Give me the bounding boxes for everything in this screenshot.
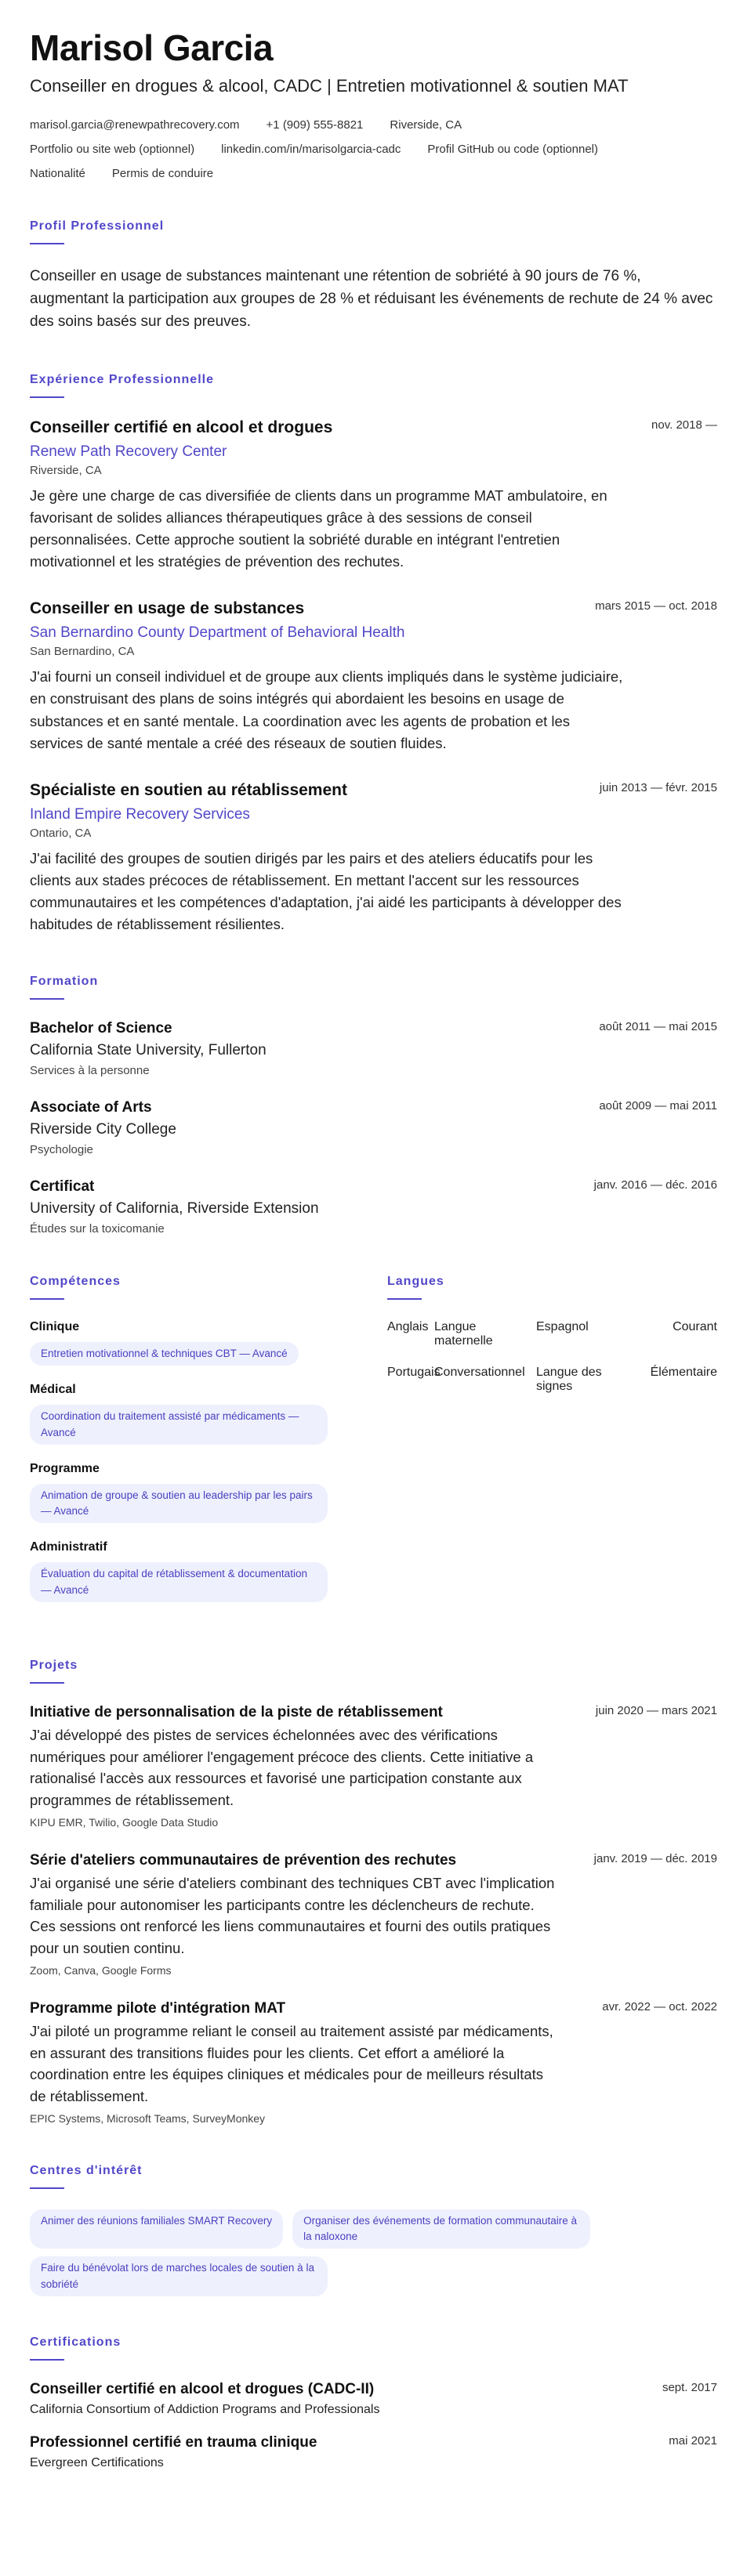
- resume-header: [30, 28, 717, 180]
- company-name: San Bernardino County Department of Behavioral Health: [30, 624, 405, 642]
- skill-category: Administratif: [30, 1540, 107, 1554]
- project-item: [30, 1704, 717, 1829]
- section-title: Formation: [30, 975, 99, 989]
- project-tech: EPIC Systems, Microsoft Teams, SurveyMonkey: [30, 2111, 266, 2125]
- experience-item: [30, 599, 717, 754]
- certification-title: Conseiller certifié en alcool et drogues (CADC-II): [30, 2380, 375, 2397]
- profile-section: [30, 219, 717, 334]
- interest-pill: Organiser des événements de formation communautaire à la naloxone: [292, 2209, 590, 2249]
- section-divider: [30, 2359, 64, 2361]
- job-location: Riverside, CA: [30, 463, 102, 477]
- field-of-study: Services à la personne: [30, 1064, 150, 1078]
- contact-portfolio[interactable]: Portfolio ou site web (optionnel): [30, 142, 195, 156]
- certification-issuer: California Consortium of Addiction Programs and Professionals: [30, 2402, 380, 2416]
- contact-row-extra: [30, 167, 717, 180]
- contact-email[interactable]: marisol.garcia@renewpathrecovery.com: [30, 118, 240, 132]
- contact-location: Riverside, CA: [390, 118, 462, 132]
- candidate-name: Marisol Garcia: [30, 27, 274, 68]
- section-divider: [30, 243, 64, 244]
- certification-issuer: Evergreen Certifications: [30, 2455, 164, 2469]
- section-title: Langues: [387, 1275, 444, 1289]
- project-item: [30, 2000, 717, 2125]
- skills-languages-section: [30, 1275, 717, 1619]
- experience-item: [30, 781, 717, 935]
- skill-category: Clinique: [30, 1320, 80, 1334]
- section-title: Centres d'intérêt: [30, 2163, 143, 2177]
- project-title: Série d'ateliers communautaires de prévention des rechutes: [30, 1851, 457, 1869]
- language-name: Portugais: [387, 1366, 441, 1380]
- job-date: juin 2013 — févr. 2015: [599, 780, 717, 794]
- project-title: Initiative de personnalisation de la piste de rétablissement: [30, 1703, 443, 1720]
- field-of-study: Études sur la toxicomanie: [30, 1222, 165, 1236]
- contact-row-links: [30, 143, 717, 156]
- project-item: [30, 1852, 717, 1977]
- skill-pill: Évaluation du capital de rétablissement & documentation — Avancé: [30, 1562, 328, 1602]
- certification-item: [30, 2381, 717, 2417]
- contact-license: Permis de conduire: [111, 166, 214, 180]
- job-title: Spécialiste en soutien au rétablissement: [30, 780, 347, 799]
- language-name: Anglais: [387, 1320, 429, 1334]
- job-description: J'ai facilité des groupes de soutien dirigés par les pairs et des ateliers éducatifs pour les clients aux stades précoces de rétablissement. En mettant l'accent sur les ressources communautaires et les compétences d'adaptation, j'ai aidé les participants à développer des habitudes de rétablissement résilientes.: [30, 849, 622, 933]
- profile-summary: Conseiller en usage de substances maintenant une rétention de sobriété à 90 jours de 76 %, augmentant la participation aux groupes de 28 % et réduisant les événements de rechute de 24 % avec des soins basés sur des preuves.: [30, 267, 713, 331]
- candidate-headline: Conseiller en drogues & alcool, CADC | Entretien motivationnel & soutien MAT: [30, 75, 629, 96]
- contact-row-primary: [30, 118, 717, 132]
- section-title: Compétences: [30, 1275, 121, 1289]
- languages-grid: [387, 1320, 717, 1394]
- field-of-study: Psychologie: [30, 1143, 93, 1157]
- contact-linkedin[interactable]: linkedin.com/in/marisolgarcia-cadc: [221, 142, 401, 156]
- language-name: Espagnol: [536, 1320, 589, 1334]
- language-name: Langue des signes: [536, 1366, 602, 1394]
- degree-title: Certificat: [30, 1178, 95, 1196]
- section-title: Profil Professionnel: [30, 219, 165, 233]
- section-title: Projets: [30, 1658, 78, 1672]
- contact-github[interactable]: Profil GitHub ou code (optionnel): [427, 142, 599, 156]
- project-date: avr. 2022 — oct. 2022: [602, 1999, 717, 2013]
- skill-group: [30, 1540, 359, 1602]
- project-tech: Zoom, Canva, Google Forms: [30, 1963, 172, 1977]
- education-section: [30, 975, 717, 1236]
- languages-column: [387, 1275, 717, 1619]
- project-description: J'ai développé des pistes de services échelonnées avec des vérifications numériques pour améliorer l'engagement précoce des clients. Cette initiative a rationalisé l'accès aux ressources et favorisé une participation constante aux programmes de rétablissement.: [30, 1726, 534, 1809]
- project-description: J'ai piloté un programme reliant le conseil au traitement assisté par médicaments, en assurant des transitions fluides pour les clients. Cet effort a amélioré la coordination entre les équipes cliniques et médicales pour de meilleurs résultats de rétablissement.: [30, 2022, 553, 2105]
- degree-title: Associate of Arts: [30, 1099, 152, 1116]
- skill-pill: Entretien motivationnel & techniques CBT — Avancé: [30, 1342, 299, 1366]
- education-date: janv. 2016 — déc. 2016: [593, 1178, 717, 1192]
- job-title: Conseiller en usage de substances: [30, 599, 305, 618]
- interests-list: [30, 2209, 717, 2296]
- education-date: août 2009 — mai 2011: [599, 1099, 717, 1113]
- job-date: nov. 2018 —: [651, 418, 717, 432]
- skill-category: Médical: [30, 1383, 76, 1397]
- skill-group: [30, 1320, 359, 1366]
- certification-title: Professionnel certifié en trauma clinique: [30, 2433, 317, 2451]
- skills-column: [30, 1275, 359, 1619]
- job-location: San Bernardino, CA: [30, 645, 135, 659]
- certification-date: sept. 2017: [662, 2380, 717, 2394]
- interest-pill: Animer des réunions familiales SMART Recovery: [30, 2209, 283, 2249]
- education-item: [30, 1178, 717, 1236]
- interests-section: [30, 2164, 717, 2296]
- language-level: Langue maternelle: [434, 1320, 493, 1348]
- job-title: Conseiller certifié en alcool et drogues: [30, 418, 333, 436]
- interest-pill: Faire du bénévolat lors de marches locales de soutien à la sobriété: [30, 2256, 328, 2296]
- section-divider: [30, 396, 64, 398]
- project-title: Programme pilote d'intégration MAT: [30, 1999, 286, 2017]
- language-level: Conversationnel: [434, 1366, 525, 1380]
- education-item: [30, 1099, 717, 1156]
- project-description: J'ai organisé une série d'ateliers combinant des techniques CBT avec l'implication familiale pour autonomiser les participants contre les déclencheurs de rechute. Ces sessions ont renforcé les liens communautaires et fourni des outils pratiques pour un soutien continu.: [30, 1874, 555, 1957]
- section-title: Certifications: [30, 2335, 121, 2349]
- school-name: University of California, Riverside Extension: [30, 1200, 319, 1217]
- language-level: Courant: [673, 1320, 717, 1334]
- project-tech: KIPU EMR, Twilio, Google Data Studio: [30, 1815, 219, 1829]
- section-divider: [30, 2187, 64, 2189]
- skill-group: [30, 1383, 359, 1445]
- certifications-section: [30, 2335, 717, 2470]
- job-description: J'ai fourni un conseil individuel et de groupe aux clients impliqués dans le système judiciaire, en construisant des plans de soins intégrés qui abordaient les besoins en usage de substances et en santé mentale. La coordination avec les agents de probation et les services de santé mentale a créé des réseaux de soutien fluides.: [30, 668, 623, 751]
- section-divider: [30, 1682, 64, 1684]
- project-date: juin 2020 — mars 2021: [595, 1703, 717, 1717]
- school-name: California State University, Fullerton: [30, 1042, 267, 1059]
- company-name: Inland Empire Recovery Services: [30, 805, 250, 823]
- projects-section: [30, 1659, 717, 2125]
- language-level: Élémentaire: [650, 1366, 717, 1380]
- job-date: mars 2015 — oct. 2018: [595, 599, 717, 613]
- skill-category: Programme: [30, 1461, 100, 1475]
- education-item: [30, 1020, 717, 1077]
- job-description: Je gère une charge de cas diversifiée de clients dans un programme MAT ambulatoire, en favorisant de solides alliances thérapeutiques grâce à des sessions de conseil personnalisées. Cette approche soutient la sobriété durable en intégrant l'entretien motivationnel et les stratégies de prévention des rechutes.: [30, 487, 607, 570]
- company-name: Renew Path Recovery Center: [30, 443, 227, 460]
- certification-item: [30, 2434, 717, 2470]
- section-divider: [30, 1298, 64, 1300]
- skill-group: [30, 1462, 359, 1524]
- certification-date: mai 2021: [669, 2433, 717, 2448]
- education-date: août 2011 — mai 2015: [599, 1020, 717, 1034]
- degree-title: Bachelor of Science: [30, 1020, 172, 1037]
- section-divider: [387, 1298, 422, 1300]
- job-location: Ontario, CA: [30, 826, 92, 840]
- skill-pill: Animation de groupe & soutien au leadership par les pairs — Avancé: [30, 1484, 328, 1524]
- project-date: janv. 2019 — déc. 2019: [593, 1851, 717, 1865]
- skill-pill: Coordination du traitement assisté par médicaments — Avancé: [30, 1405, 328, 1445]
- section-divider: [30, 998, 64, 1000]
- experience-section: [30, 373, 717, 935]
- contact-nationality: Nationalité: [30, 166, 85, 180]
- school-name: Riverside City College: [30, 1121, 176, 1138]
- section-title: Expérience Professionnelle: [30, 372, 214, 386]
- contact-phone[interactable]: +1 (909) 555-8821: [266, 118, 364, 132]
- experience-item: [30, 418, 717, 573]
